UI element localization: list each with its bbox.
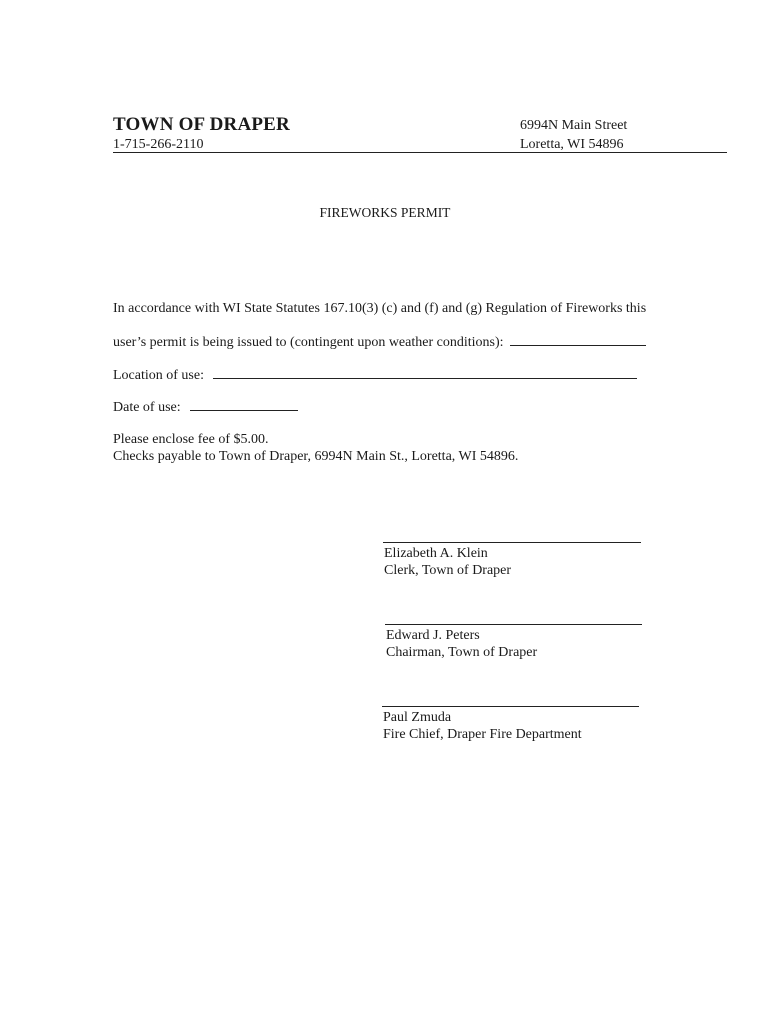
- signer-name-fire-chief: Paul Zmuda: [383, 710, 452, 725]
- date-row: [113, 399, 298, 416]
- issued-to-label: user’s permit is being issued to (contingent upon weather conditions):: [113, 335, 504, 350]
- signer-title-fire-chief: Fire Chief, Draper Fire Department: [383, 727, 582, 742]
- address-city: Loretta, WI 54896: [520, 137, 624, 152]
- location-label: Location of use:: [113, 368, 204, 383]
- signer-title-clerk: Clerk, Town of Draper: [384, 563, 512, 578]
- date-field[interactable]: [190, 399, 298, 411]
- document-title: FIREWORKS PERMIT: [319, 205, 451, 220]
- signer-title-chairman: Chairman, Town of Draper: [386, 645, 538, 660]
- signature-line-fire-chief[interactable]: [382, 706, 639, 707]
- signature-line-clerk[interactable]: [383, 542, 641, 543]
- location-field[interactable]: [213, 367, 637, 379]
- date-label: Date of use:: [113, 400, 181, 415]
- header-divider: [113, 152, 727, 153]
- statute-line: In accordance with WI State Statutes 167.10(3) (c) and (f) and (g) Regulation of Fireworks this: [113, 301, 647, 316]
- address-street: 6994N Main Street: [520, 118, 628, 133]
- signer-name-chairman: Edward J. Peters: [386, 628, 480, 643]
- town-name: TOWN OF DRAPER: [113, 114, 290, 135]
- checks-payable-line: Checks payable to Town of Draper, 6994N Main St., Loretta, WI 54896.: [113, 449, 519, 464]
- signer-name-clerk: Elizabeth A. Klein: [384, 546, 488, 561]
- fee-line: Please enclose fee of $5.00.: [113, 432, 269, 447]
- issued-to-field[interactable]: [510, 334, 646, 346]
- town-phone: 1-715-266-2110: [113, 137, 204, 152]
- location-row: [113, 367, 637, 384]
- issued-to-row: [113, 334, 646, 351]
- signature-line-chairman[interactable]: [385, 624, 642, 625]
